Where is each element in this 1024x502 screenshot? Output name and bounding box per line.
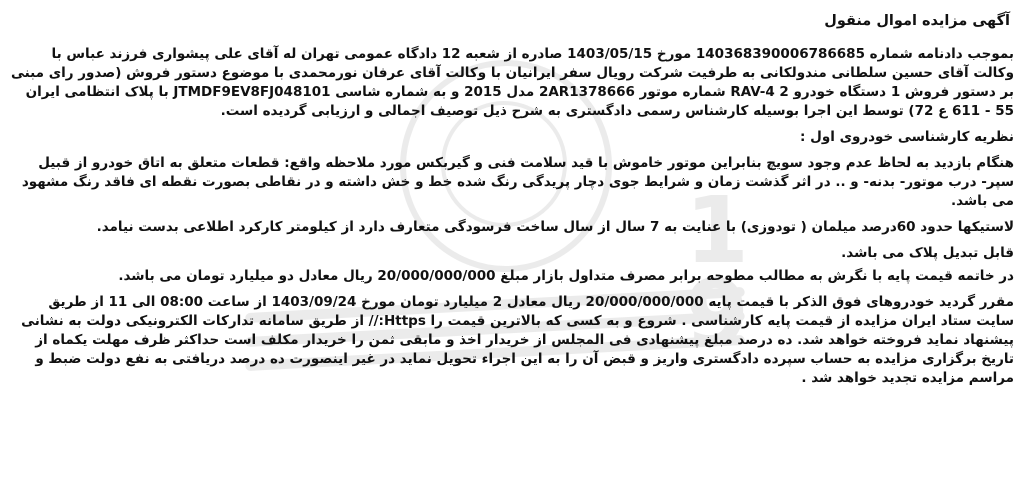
notice-document — [8, 4, 1014, 388]
plate-paragraph: قابل تبدیل پلاک می باشد. — [841, 245, 1014, 261]
watermark-mark: 1 9 — [684, 177, 745, 367]
expert-opinion-heading: نظریه کارشناسی خودروی اول : — [800, 129, 1014, 145]
base-price-paragraph: در خاتمه قیمت پایه با نگرش به مطالب مطوحه برابر مصرف متداول بازار مبلغ 20/000/000/000 ریال معادل دو میلیارد تومان می باشد. — [118, 268, 1014, 284]
inspection-paragraph: هنگام بازدید به لحاظ عدم وجود سویچ بنابراین موتور خاموش با قید سلامت فنی و گیربکس مورد ملاحظه واقع: قطعات متعلق به اتاق خودرو از قبیل سپر- درب موتور- بدنه- و .. در اثر گذشت زمان و شرایط جوی دچار پریدگی رنگ شده خط و خش داشته و در نقاطی بصورت نقطه ای فاقد رنگ مشهود می باشد. — [21, 155, 1014, 209]
notice-title: آگهی مزایده اموال منقول — [824, 13, 1010, 29]
tires-paragraph: لاستیکها حدود 60درصد میلمان ( تودوزی) با عنایت به 7 سال از سال ساخت فرسودگی متعارف دارد از کیلومتر کارکرد اطلاعی بدست نیامد. — [96, 219, 1014, 235]
court-order-paragraph: بموجب دادنامه شماره 140368390006786685 مورخ 1403/05/15 صادره از شعبه 12 دادگاه عمومی تهران له آقای علی پیشواری فرزند عباس با وکالت آقای حسین سلطانی مندولکانی به طرفیت شرکت رویال سفر ایرانیان با وکالت آقای عرفان نورمحمدی با موضوع دستور فروش (صدور رای مبنی بر دستور فروش 1 دستگاه خودرو RAV-4 2 شماره موتور 2AR1378666 مدل 2015 و به شماره شاسی JTMDF9EV8FJ048101 با پلاک انتظامی ایران 55 - 611 ع 72) توسط این اجرا بوسیله کارشناس رسمی دادگستری به شرح ذیل توصیف اجمالی و ارزیابی گردیده است. — [10, 46, 1014, 119]
auction-terms-paragraph: مقرر گردید خودروهای فوق الذکر با قیمت پایه 20/000/000/000 ریال معادل 2 میلیارد تومان مورخ 1403/09/24 از ساعت 08:00 الی 11 از طریق سایت ستاد ایران مزایده از قیمت پایه کارشناسی . شروع و به کسی که بالاترین قیمت را Https:// از طریق سامانه تدارکات الکترونیکی دولت به نشانی پیشنهاد نماید فروخته خواهد شد. ده درصد مبلغ پیشنهادی فی المجلس از خریدار اخذ و مابقی ثمن را خریدار مکلف است حداکثر ظرف مهلت یکماه از تاریخ برگزاری مزایده به حساب سپرده دادگستری واریز و قبض آن را به این اجراء تحویل نماید در غیر اینصورت ده درصد دریافتی به نفع دولت ضبط و مراسم مزایده تجدید خواهد شد . — [21, 294, 1014, 386]
